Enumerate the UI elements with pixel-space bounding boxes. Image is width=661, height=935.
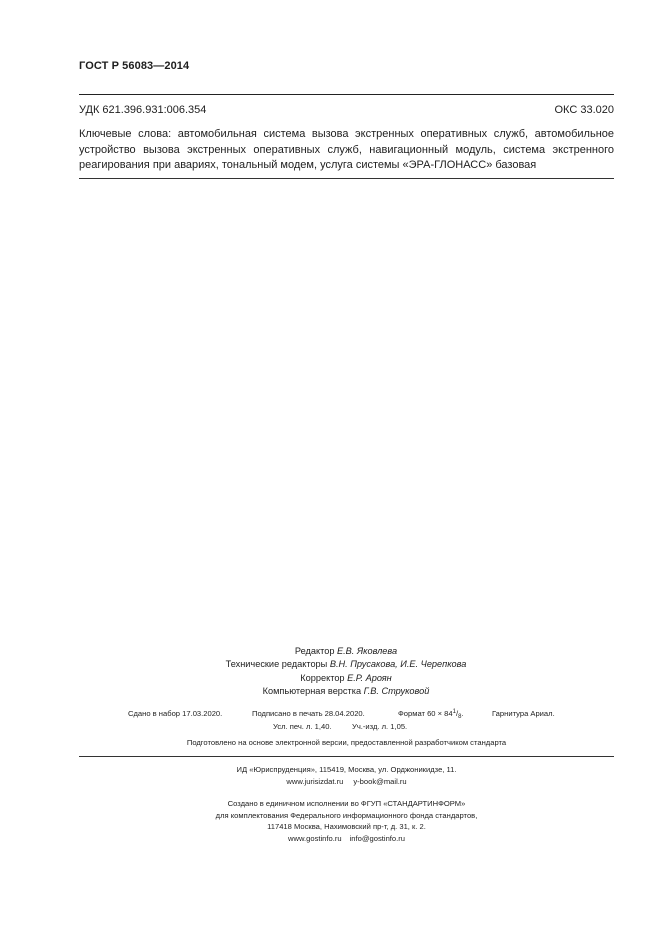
producer-email[interactable]: info@gostinfo.ru <box>349 833 406 843</box>
keywords-paragraph: Ключевые слова: автомобильная система вызова экстренных оперативных служб, автомобильное устройство вызова экстренных оперативных служб, навигационный модуль, система экстренного реагирования при авариях, тональный модем, услуга системы «ЭРА-ГЛОНАСС» базовая <box>79 128 614 172</box>
paper-format: Формат $60 \times 84^1/_8$. <box>398 709 464 720</box>
signed-date: Подписано в печать 28.04.2020. <box>252 709 365 718</box>
editor-line <box>140 645 552 658</box>
format-numerator: 1 <box>452 709 456 715</box>
producer-line: Создано в единичном исполнении во ФГУП «СТАНДАРТИНФОРМ» <box>227 799 466 808</box>
top-divider <box>79 94 614 95</box>
printed-sheets: Усл. печ. л. 1,40. <box>273 722 332 731</box>
layout-label: Компьютерная верстка <box>262 686 362 697</box>
format-denominator: 8 <box>458 714 462 720</box>
font-info: Гарнитура Ариал. <box>492 709 555 718</box>
tech-editors-names: В.Н. Прусакова, И.Е. Черепкова <box>329 659 467 670</box>
keywords-divider <box>79 178 614 179</box>
layout-line <box>140 685 552 698</box>
producer-purpose: для комплектования Федерального информационного фонда стандартов, <box>215 810 478 820</box>
layout-name: Г.В. Струковой <box>363 686 430 697</box>
publisher-block <box>79 764 614 844</box>
oks-code: ОКС 33.020 <box>554 104 614 116</box>
publisher-website[interactable]: www.jurisizdat.ru <box>286 776 344 786</box>
producer-contacts <box>79 833 614 845</box>
producer-address: 117418 Москва, Нахимовский пр-т, д. 31, к. 2. <box>267 822 426 831</box>
producer-website[interactable]: www.gostinfo.ru <box>287 833 342 843</box>
bottom-divider <box>79 756 614 757</box>
editors-block <box>140 645 552 699</box>
print-info <box>79 709 614 735</box>
publisher-contacts <box>79 776 614 788</box>
publisher-address: ИД «Юриспруденция», 115419, Москва, ул. Орджоникидзе, 11. <box>236 765 457 774</box>
publisher-email[interactable]: y-book@mail.ru <box>353 776 407 786</box>
corrector-line <box>140 672 552 685</box>
editor-label: Редактор <box>294 646 335 656</box>
corrector-name: Е.Р. Ароян <box>347 672 392 683</box>
udk-code: УДК 621.396.931:006.354 <box>79 104 207 116</box>
prepared-note: Подготовлено на основе электронной версии, предоставленной разработчиком стандарта <box>186 738 507 747</box>
submitted-date: Сдано в набор 17.03.2020. <box>128 709 223 718</box>
editor-name: Е.В. Яковлева <box>337 646 398 656</box>
tech-editors-line <box>140 658 552 671</box>
publisher-sheets: Уч.-изд. л. 1,05. <box>352 722 408 731</box>
corrector-label: Корректор <box>300 672 345 683</box>
standard-code: ГОСТ Р 56083—2014 <box>79 60 190 72</box>
print-info-row-2 <box>79 722 614 735</box>
format-label: Формат 60 × 84 <box>398 709 453 718</box>
tech-editors-label: Технические редакторы <box>225 659 328 670</box>
print-info-row-1 <box>79 709 614 722</box>
